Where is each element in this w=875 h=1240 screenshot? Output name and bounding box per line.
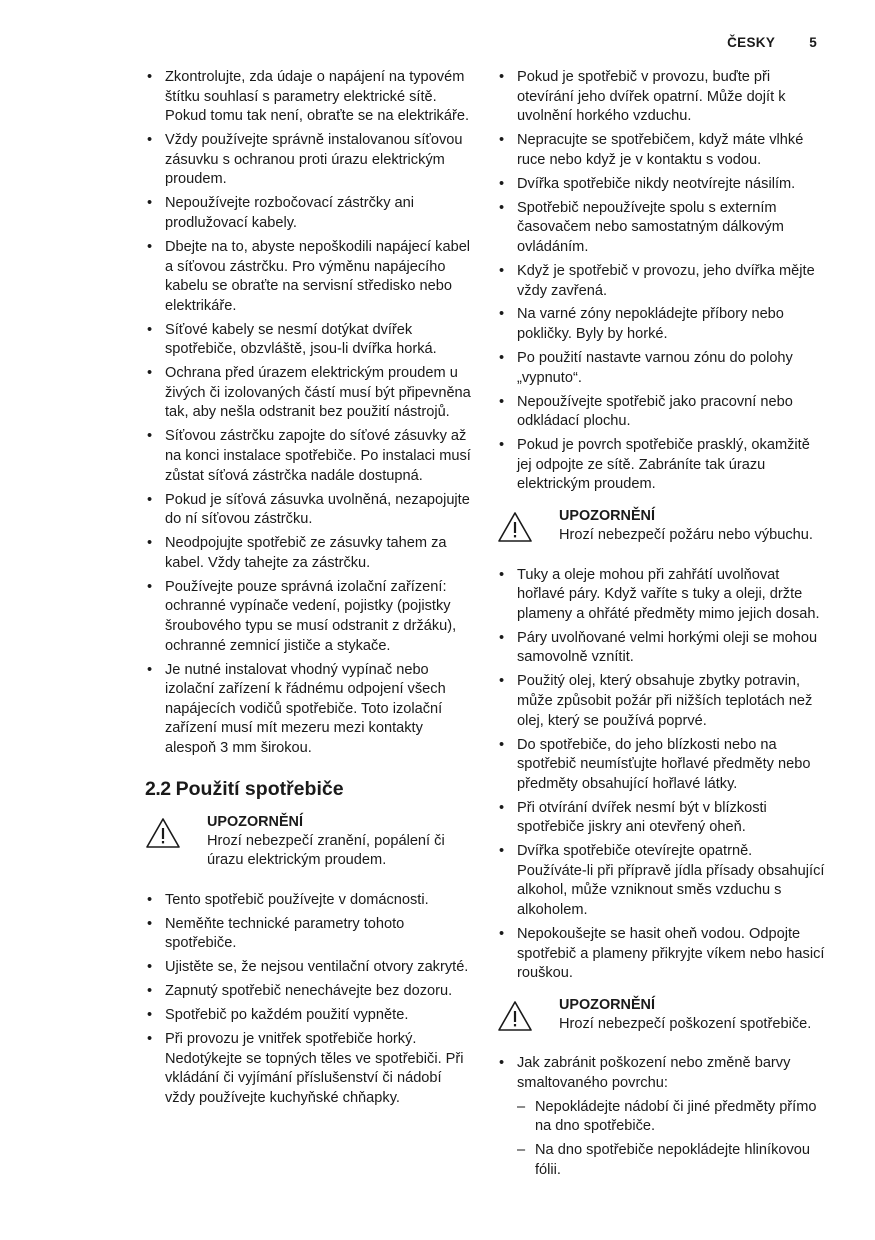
list-item: • Používejte pouze správná izolační zařízení: ochranné vypínače vedení, pojistky (pojistky šroubového typu se musí odstranit z držáku), ochranné zemnicí jističe a stykače. — [145, 578, 472, 656]
list-item: • Ujistěte se, že nejsou ventilační otvory zakryté. — [145, 958, 472, 978]
list-item: • Vždy používejte správně instalovanou síťovou zásuvku s ochranou proti úrazu elektrickým proudem. — [145, 131, 472, 190]
fire-safety-list — [497, 566, 825, 984]
section-title: Použití spotřebiče — [175, 777, 344, 800]
warning-text: Hrozí nebezpečí zranění, popálení či úrazu elektrickým proudem. — [207, 832, 445, 869]
list-item: • Když je spotřebič v provozu, jeho dvířka mějte vždy zavřená. — [497, 262, 825, 301]
warning-title: UPOZORNĚNÍ — [559, 996, 655, 1013]
list-item: • Dvířka spotřebiče nikdy neotvírejte násilím. — [497, 175, 825, 195]
list-item — [497, 1054, 825, 1180]
list-item: • Nepracujte se spotřebičem, když máte vlhké ruce nebo když je v kontaktu s vodou. — [497, 131, 825, 170]
list-item: • Při otvírání dvířek nesmí být v blízkosti spotřebiče jiskry ani otevřený oheň. — [497, 799, 825, 838]
list-item: • Síťovou zástrčku zapojte do síťové zásuvky až na konci instalace spotřebiče. Po instalaci musí zůstat síťová zástrčka nadále dostupná. — [145, 427, 472, 486]
list-item: • Zapnutý spotřebič nenechávejte bez dozoru. — [145, 982, 472, 1002]
list-item: • Po použití nastavte varnou zónu do polohy „vypnuto“. — [497, 349, 825, 388]
warning-triangle-icon — [497, 511, 533, 543]
list-item: • Dvířka spotřebiče otevírejte opatrně. Používáte-li při přípravě jídla přísady obsahující alkohol, může vzniknout směs vzduchu s alkoholem. — [497, 842, 825, 920]
damage-prevention-list — [497, 1054, 825, 1180]
warning-triangle-icon — [497, 1000, 533, 1032]
section-heading — [145, 777, 472, 801]
list-item: • Tuky a oleje mohou při zahřátí uvolňovat hořlavé páry. Když vaříte s tuky a oleji, držte plameny a ohřáté předměty mimo jejich dosah. — [497, 566, 825, 625]
list-item: • Pokud je síťová zásuvka uvolněná, nezapojujte do ní síťovou zástrčku. — [145, 491, 472, 530]
language-label: ČESKY — [727, 35, 776, 50]
list-item: • Neměňte technické parametry tohoto spotřebiče. — [145, 915, 472, 954]
list-item: • Nepokoušejte se hasit oheň vodou. Odpojte spotřebič a plameny přikryjte víkem nebo hasicí rouškou. — [497, 925, 825, 984]
warning-text: Hrozí nebezpečí požáru nebo výbuchu. — [559, 527, 813, 543]
warning-box — [145, 813, 472, 871]
list-item: • Spotřebič nepoužívejte spolu s externím časovačem nebo samostatným dálkovým ovládáním. — [497, 199, 825, 258]
list-item: • Spotřebič po každém použití vypněte. — [145, 1006, 472, 1026]
warning-box — [497, 507, 825, 546]
sub-list-item: – Nepokládejte nádobí či jiné předměty přímo na dno spotřebiče. — [517, 1098, 825, 1137]
list-item: • Nepoužívejte spotřebič jako pracovní nebo odkládací plochu. — [497, 393, 825, 432]
warning-title: UPOZORNĚNÍ — [559, 508, 655, 524]
warning-text: Hrozí nebezpečí poškození spotřebiče. — [559, 1015, 812, 1032]
list-item: • Tento spotřebič používejte v domácnosti. — [145, 891, 472, 911]
warning-box — [497, 996, 825, 1035]
left-column — [145, 68, 472, 1113]
warning-title: UPOZORNĚNÍ — [207, 813, 303, 830]
list-item: • Pokud je povrch spotřebiče prasklý, okamžitě jej odpojte ze sítě. Zabráníte tak úrazu elektrickým proudem. — [497, 436, 825, 495]
usage-list — [145, 891, 472, 1109]
list-item: • Je nutné instalovat vhodný vypínač nebo izolační zařízení k řádnému odpojení všech napájecích vodičů spotřebiče. Toto izolační zařízení musí mít mezeru mezi kontakty alespoň 3 mm širokou. — [145, 661, 472, 759]
list-item: • Nepoužívejte rozbočovací zástrčky ani prodlužovací kabely. — [145, 194, 472, 233]
sub-list-item: – Na dno spotřebiče nepokládejte hliníkovou fólii. — [517, 1141, 825, 1180]
sub-list — [517, 1098, 825, 1181]
list-item: • Pokud je spotřebič v provozu, buďte při otevírání jeho dvířek opatrní. Může dojít k uvolnění horkého vzduchu. — [497, 68, 825, 127]
right-column — [497, 68, 825, 1185]
list-item: • Síťové kabely se nesmí dotýkat dvířek spotřebiče, obzvláště, jsou-li dvířka horká. — [145, 321, 472, 360]
list-item: • Páry uvolňované velmi horkými oleji se mohou samovolně vznítit. — [497, 629, 825, 668]
page-number: 5 — [809, 35, 817, 50]
list-item: • Na varné zóny nepokládejte příbory nebo pokličky. Byly by horké. — [497, 305, 825, 344]
list-item-text: Jak zabránit poškození nebo změně barvy smaltovaného povrchu: — [517, 1055, 791, 1091]
page-header — [727, 33, 817, 53]
list-item: • Použitý olej, který obsahuje zbytky potravin, může způsobit požár při nižších teplotách než olej, který se používá poprvé. — [497, 672, 825, 731]
safety-list-top — [145, 68, 472, 759]
list-item: • Při provozu je vnitřek spotřebiče horký. Nedotýkejte se topných těles ve spotřebiči. Při vkládání či vyjímání příslušenství či nádobí vždy používejte kuchyňské chňapky. — [145, 1030, 472, 1108]
usage-list-continued — [497, 68, 825, 495]
list-item: • Neodpojujte spotřebič ze zásuvky tahem za kabel. Vždy tahejte za zástrčku. — [145, 534, 472, 573]
list-item: • Do spotřebiče, do jeho blízkosti nebo na spotřebič neumísťujte hořlavé předměty nebo předměty obsahující hořlavé látky. — [497, 736, 825, 795]
list-item: • Dbejte na to, abyste nepoškodili napájecí kabel a síťovou zástrčku. Pro výměnu napájecího kabelu se obraťte na servisní středisko nebo elektrikáře. — [145, 238, 472, 316]
list-item: • Zkontrolujte, zda údaje o napájení na typovém štítku souhlasí s parametry elektrické sítě. Pokud tomu tak není, obraťte se na elektrikáře. — [145, 68, 472, 127]
list-item: • Ochrana před úrazem elektrickým proudem u živých či izolovaných částí musí být připevněna tak, aby nešla odstranit bez použití nástrojů. — [145, 364, 472, 423]
section-number: 2.2 — [145, 777, 171, 800]
warning-triangle-icon — [145, 817, 181, 849]
